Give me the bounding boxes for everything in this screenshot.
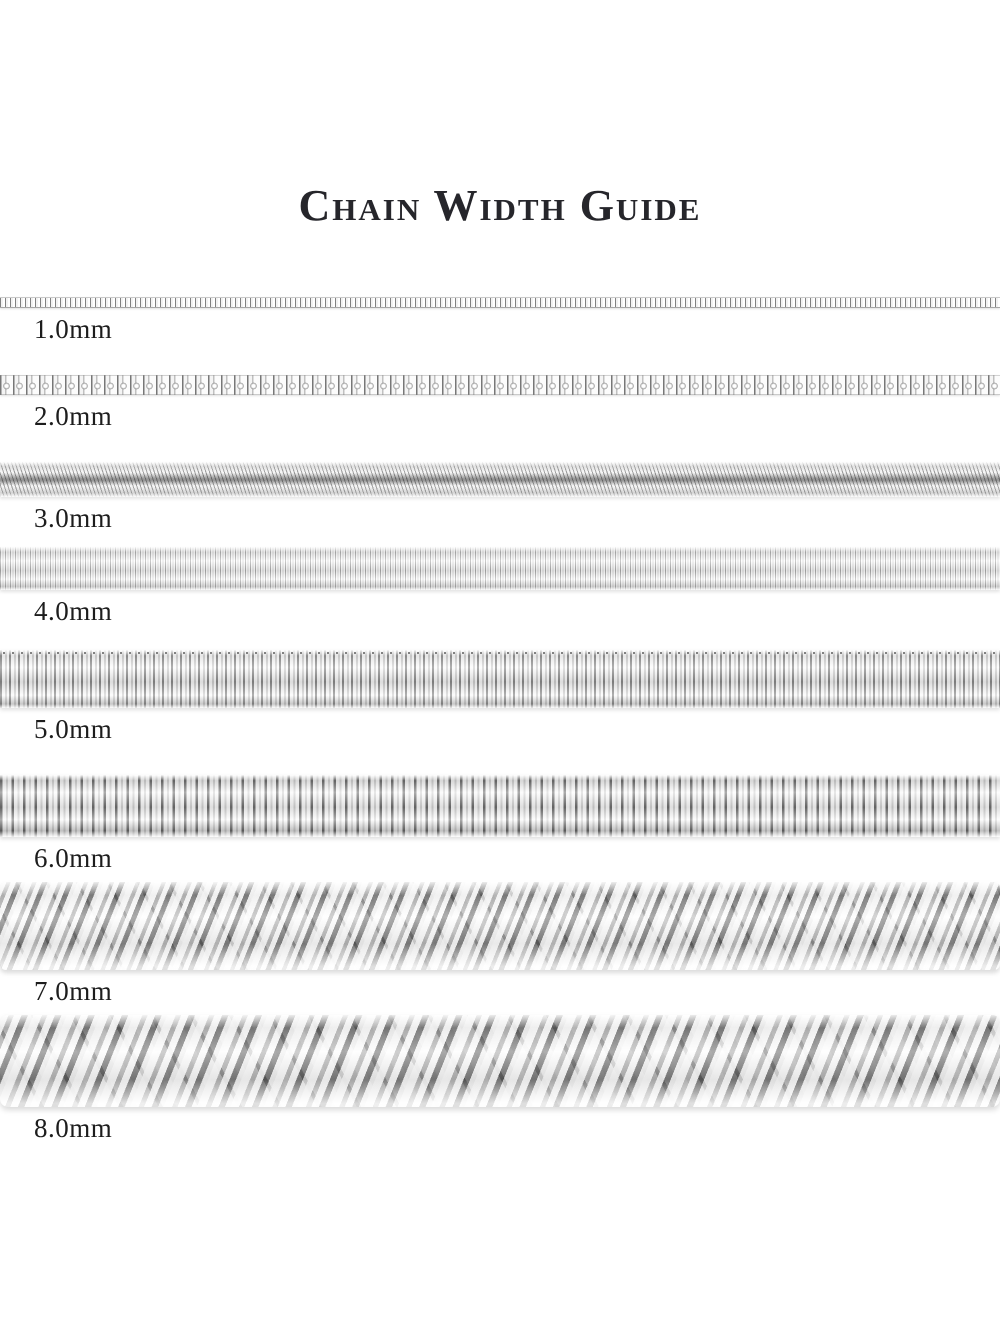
snake-chain-ribbed-photo: [0, 650, 1000, 708]
box-chain-photo: [0, 375, 1000, 395]
chain-row: [0, 650, 1000, 743]
chain-row: [0, 775, 1000, 872]
page-title: Chain Width Guide: [298, 181, 702, 230]
snake-chain-fine-photo: [0, 462, 1000, 497]
chain-width-label: 2.0mm: [34, 401, 113, 431]
rope-chain-large-photo: [0, 1015, 1000, 1107]
chain-width-label: 4.0mm: [34, 596, 113, 626]
chain-row: [0, 375, 1000, 430]
chain-row: [0, 1015, 1000, 1142]
chain-width-label: 8.0mm: [34, 1113, 113, 1143]
chain-width-label: 3.0mm: [34, 503, 113, 533]
chain-row: [0, 882, 1000, 1005]
chain-row: [0, 297, 1000, 343]
chain-list: [0, 297, 1000, 1142]
chain-width-label: 5.0mm: [34, 714, 113, 744]
chain-row: [0, 547, 1000, 625]
chain-width-label: 7.0mm: [34, 976, 113, 1006]
chain-width-label: 6.0mm: [34, 843, 113, 873]
chain-width-label: 1.0mm: [34, 314, 113, 344]
snake-chain-bold-photo: [0, 775, 1000, 837]
box-chain-fine-photo: [0, 297, 1000, 308]
snake-chain-photo: [0, 547, 1000, 590]
chain-row: [0, 462, 1000, 532]
rope-chain-photo: [0, 882, 1000, 970]
